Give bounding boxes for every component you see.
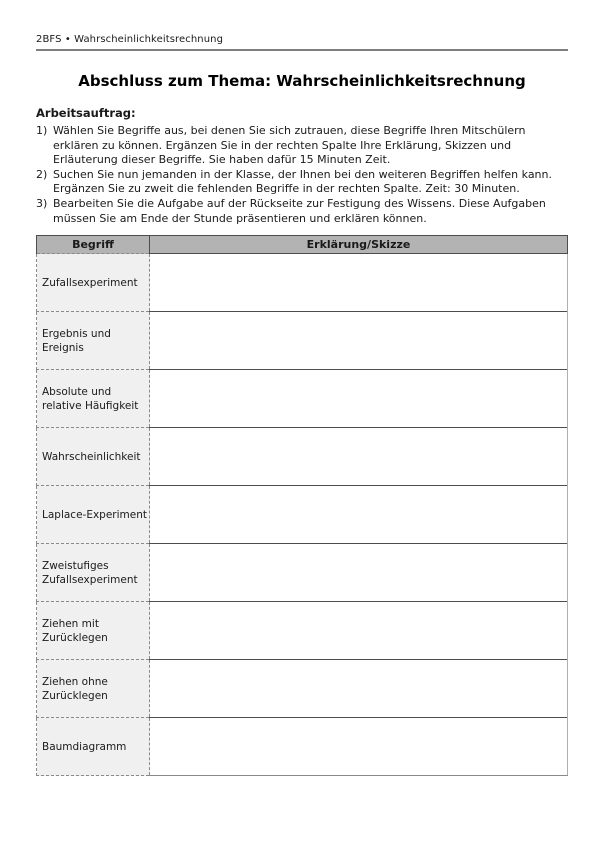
task-item-1 [36, 124, 568, 168]
term-cell-wahrscheinlichkeit: Wahrscheinlichkeit [37, 428, 150, 486]
explanation-cell [150, 486, 568, 544]
task-text: Suchen Sie nun jemanden in der Klasse, der Ihnen bei den weiteren Begriffen helfen kann. Ergänzen Sie zu zweit die fehlenden Begriffe in der rechten Spalte. Zeit: 30 Minuten. [53, 167, 553, 196]
explanation-cell [150, 602, 568, 660]
table-row [37, 486, 568, 544]
explanation-cell [150, 370, 568, 428]
column-header-erklaerung-skizze: Erklärung/Skizze [150, 236, 568, 254]
explanation-cell [150, 254, 568, 312]
term-cell-zufallsexperiment: Zufallsexperiment [37, 254, 150, 312]
task-item-3 [36, 197, 568, 226]
term-cell-absolute-relative-haeufigkeit: Absolute und relative Häufigkeit [37, 370, 150, 428]
document-header [36, 34, 568, 51]
table-row [37, 660, 568, 718]
table-row [37, 544, 568, 602]
term-cell-ziehen-ohne-zuruecklegen: Ziehen ohne Zurücklegen [37, 660, 150, 718]
term-cell-laplace-experiment: Laplace-Experiment [37, 486, 150, 544]
table-row [37, 370, 568, 428]
table-row [37, 428, 568, 486]
explanation-cell [150, 660, 568, 718]
task-number: 1) [36, 124, 48, 137]
task-number: 2) [36, 167, 48, 181]
table-row [37, 718, 568, 776]
column-header-begriff: Begriff [37, 236, 150, 254]
explanation-cell [150, 544, 568, 602]
task-number: 3) [36, 196, 48, 210]
task-heading: Arbeitsauftrag: [36, 106, 136, 120]
table-header-row [37, 236, 568, 254]
term-cell-ergebnis-und-ereignis: Ergebnis und Ereignis [37, 312, 150, 370]
table-row [37, 602, 568, 660]
explanation-cell [150, 312, 568, 370]
table-row [37, 312, 568, 370]
page-title: Abschluss zum Thema: Wahrscheinlichkeitsrechnung [78, 72, 526, 90]
task-text: Wählen Sie Begriffe aus, bei denen Sie sich zutrauen, diese Begriffe Ihren Mitschülern erklären zu können. Ergänzen Sie in der rechten Spalte Ihre Erklärung, Skizzen und Erläuterung dieser Begriffe. Sie haben dafür 15 Minuten Zeit. [53, 124, 526, 167]
term-cell-zweistufiges-zufallsexperiment: Zweistufiges Zufallsexperiment [37, 544, 150, 602]
table-row [37, 254, 568, 312]
task-text: Bearbeiten Sie die Aufgabe auf der Rückseite zur Festigung des Wissens. Diese Aufgaben müssen Sie am Ende der Stunde präsentieren und erklären können. [53, 196, 546, 225]
term-cell-baumdiagramm: Baumdiagramm [37, 718, 150, 776]
term-cell-ziehen-mit-zuruecklegen: Ziehen mit Zurücklegen [37, 602, 150, 660]
task-list [36, 124, 568, 226]
terms-table [36, 235, 568, 776]
explanation-cell [150, 428, 568, 486]
header-course-topic: 2BFS • Wahrscheinlichkeitsrechnung [36, 34, 224, 45]
task-item-2 [36, 168, 568, 197]
explanation-cell [150, 718, 568, 776]
